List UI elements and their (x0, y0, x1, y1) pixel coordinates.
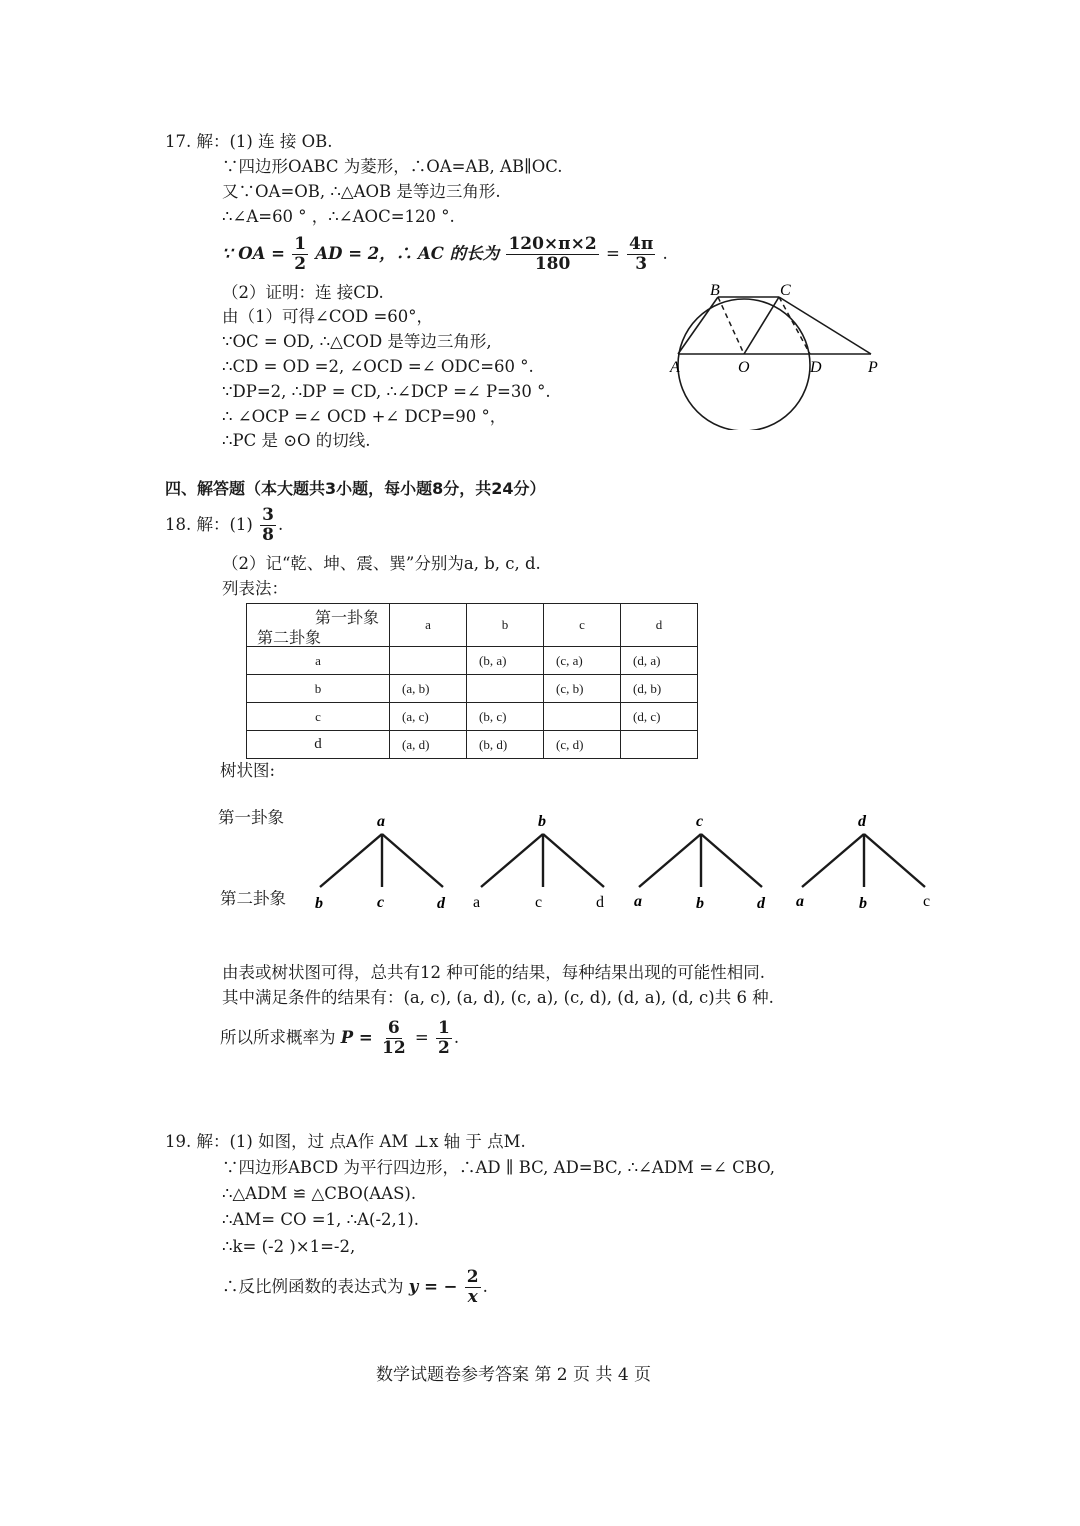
q17-l5-eq: = (605, 244, 620, 263)
tree-leaf: c (377, 894, 385, 910)
fraction-arc-result: $\frac{4\pi}{3}$ (629, 234, 654, 274)
q19-line-3: ∴△ADM ≌ △CBO(AAS). (222, 1184, 417, 1203)
table-row (247, 675, 698, 703)
fraction-six-twelfths: $\frac{6}{12}$ (381, 1018, 406, 1058)
tree-leaf: b (315, 895, 323, 910)
q18-line-2: （2）记“乾、坤、震、巽”分别为a, b, c, d. (222, 554, 541, 573)
q19-line-4: ∴AM= CO =1, ∴A(-2,1). (222, 1210, 419, 1229)
tree-root: b (538, 813, 546, 830)
tree-leaf: a (634, 893, 642, 910)
table-cell: (a, d) (390, 731, 467, 759)
table-cell (621, 731, 698, 759)
q18-line-7-probability (220, 1015, 459, 1061)
tree-branch-c (634, 813, 766, 910)
tree-leaf: d (757, 895, 765, 910)
tree-leaf: c (535, 894, 543, 910)
table-cell: (a, c) (390, 703, 467, 731)
table-header-first: 第一卦象 (315, 610, 380, 627)
q19-line-1: 19. 解：(1) 如图，过 点A作 AM ⊥x 轴 于 点M. (165, 1132, 526, 1151)
q18-l1-pre: 18. 解：(1) (165, 515, 253, 534)
fraction-one-half: $\frac{1}{2}$ (437, 1018, 450, 1058)
line-cp (779, 297, 871, 354)
table-cell: (d, b) (621, 675, 698, 703)
table-cell: (b, c) (467, 703, 544, 731)
table-cell (467, 675, 544, 703)
tree-leaf: b (696, 895, 704, 910)
table-cell: (a, b) (390, 675, 467, 703)
q17-l5-end: . (662, 244, 668, 263)
table-cell: (b, a) (467, 647, 544, 675)
table-cell (544, 703, 621, 731)
tree-level-1-label: 第一卦象 (218, 808, 284, 827)
table-row (247, 703, 698, 731)
label-c: C (780, 282, 791, 299)
q18-line-1 (165, 502, 283, 548)
q18-line-3: 列表法： (222, 579, 288, 598)
tree-root: c (696, 813, 704, 830)
q17-line-11: ∴ ∠OCP =∠ OCD +∠ DCP=90 °， (222, 407, 507, 426)
table-col-header: a (390, 604, 467, 647)
table-row-label: d (247, 731, 390, 759)
table-col-header: c (544, 604, 621, 647)
table-row-label: a (247, 647, 390, 675)
table-cell: (d, c) (621, 703, 698, 731)
q19-l6-pre: ∴反比例函数的表达式为 (222, 1277, 404, 1296)
page-footer: 数学试题卷参考答案 第 2 页 共 4 页 (376, 1365, 652, 1385)
section-4-heading: 四、解答题（本大题共3小题，每小题8分，共24分） (165, 479, 546, 498)
line-oc (744, 297, 779, 354)
table-header-corner (247, 604, 390, 647)
label-b: B (710, 282, 720, 299)
table-row-label: b (247, 675, 390, 703)
q17-line-7: 由（1）可得∠COD =60°， (222, 307, 434, 326)
outcome-table (246, 603, 698, 759)
table-cell (390, 647, 467, 675)
circle-geometry-figure (668, 280, 898, 430)
q18-line-4: 树状图: (220, 761, 276, 780)
tree-leaf: b (859, 895, 867, 910)
q17-l5-mid: AD = 2，∴ AC 的长为 (315, 244, 500, 263)
tree-leaf: d (596, 894, 604, 910)
q18-l7-P: P = (340, 1028, 373, 1047)
q19-line-6-expression (222, 1264, 488, 1310)
label-d: D (810, 359, 822, 376)
table-cell: (c, a) (544, 647, 621, 675)
q17-l5-pre: ∵ OA = (222, 244, 285, 263)
fraction-arc-formula: $\frac{120\times\pi\times 2}{180}$ (508, 234, 597, 274)
fraction-three-eighths: $\frac{3}{8}$ (262, 505, 274, 545)
q19-l6-y: y = − (408, 1277, 458, 1296)
tree-branch-a (315, 813, 446, 910)
q17-line-8: ∵OC = OD, ∴△COD 是等边三角形, (222, 332, 492, 351)
line-ab (678, 297, 718, 354)
label-p: P (868, 359, 878, 376)
line-cd-dashed (779, 297, 810, 354)
q18-l7-eq: = (414, 1028, 429, 1047)
q17-line-3: 又∵OA=OB, ∴△AOB 是等边三角形. (222, 182, 501, 201)
q18-l7-pre: 所以所求概率为 (220, 1028, 336, 1047)
q18-l1-end: . (277, 515, 284, 534)
tree-root: d (858, 813, 866, 830)
label-o: O (738, 359, 750, 376)
q18-line-6: 其中满足条件的结果有：(a, c), (a, d), (c, a), (c, d), (d, a), (d, c)共 6 种. (222, 988, 774, 1007)
table-cell: (c, b) (544, 675, 621, 703)
table-row (247, 647, 698, 675)
tree-leaf: a (473, 894, 481, 910)
q17-line-6: （2）证明：连 接CD. (222, 283, 384, 302)
tree-leaf: c (923, 893, 931, 910)
tree-branch-d (796, 813, 930, 910)
q19-line-5: ∴k= (-2 )×1=-2, (222, 1237, 356, 1256)
q18-line-5: 由表或树状图可得，总共有12 种可能的结果，每种结果出现的可能性相同. (222, 963, 765, 982)
table-col-header: d (621, 604, 698, 647)
tree-branch-b (473, 813, 604, 910)
q17-line-9: ∴CD = OD =2, ∠OCD =∠ ODC=60 °. (222, 357, 534, 376)
q17-line-2: ∵四边形OABC 为菱形，∴OA=AB, AB∥OC. (222, 157, 563, 176)
fraction-half: $\frac{1}{2}$ (294, 234, 307, 274)
line-ob-dashed (718, 297, 744, 354)
table-row-label: c (247, 703, 390, 731)
table-col-header: b (467, 604, 544, 647)
table-row (247, 731, 698, 759)
table-cell: (d, a) (621, 647, 698, 675)
table-cell: (c, d) (544, 731, 621, 759)
label-a: A (670, 359, 680, 376)
q18-l7-end: . (453, 1028, 460, 1047)
tree-diagram (300, 810, 940, 910)
fraction-two-over-x: $\frac{2}{x}$ (466, 1267, 479, 1307)
table-cell: (b, d) (467, 731, 544, 759)
q17-line-10: ∵DP=2, ∴DP = CD, ∴∠DCP =∠ P=30 °. (222, 382, 551, 401)
q19-l6-end: . (482, 1277, 488, 1296)
table-header-second: 第二卦象 (257, 630, 322, 647)
q17-line-4: ∴∠A=60 ° ，∴∠AOC=120 °. (222, 207, 455, 226)
q17-line-1: 17. 解：(1) 连 接 OB. (165, 132, 333, 151)
tree-root: a (377, 813, 385, 830)
q17-line-5-arc-length (222, 230, 668, 278)
tree-leaf: d (437, 895, 445, 910)
tree-level-2-label: 第二卦象 (220, 889, 286, 908)
tree-leaf: a (796, 893, 804, 910)
q19-line-2: ∵四边形ABCD 为平行四边形，∴AD ∥ BC, AD=BC, ∴∠ADM =∠ CBO, (222, 1158, 775, 1177)
q17-line-12: ∴PC 是 ⊙O 的切线. (222, 431, 371, 450)
